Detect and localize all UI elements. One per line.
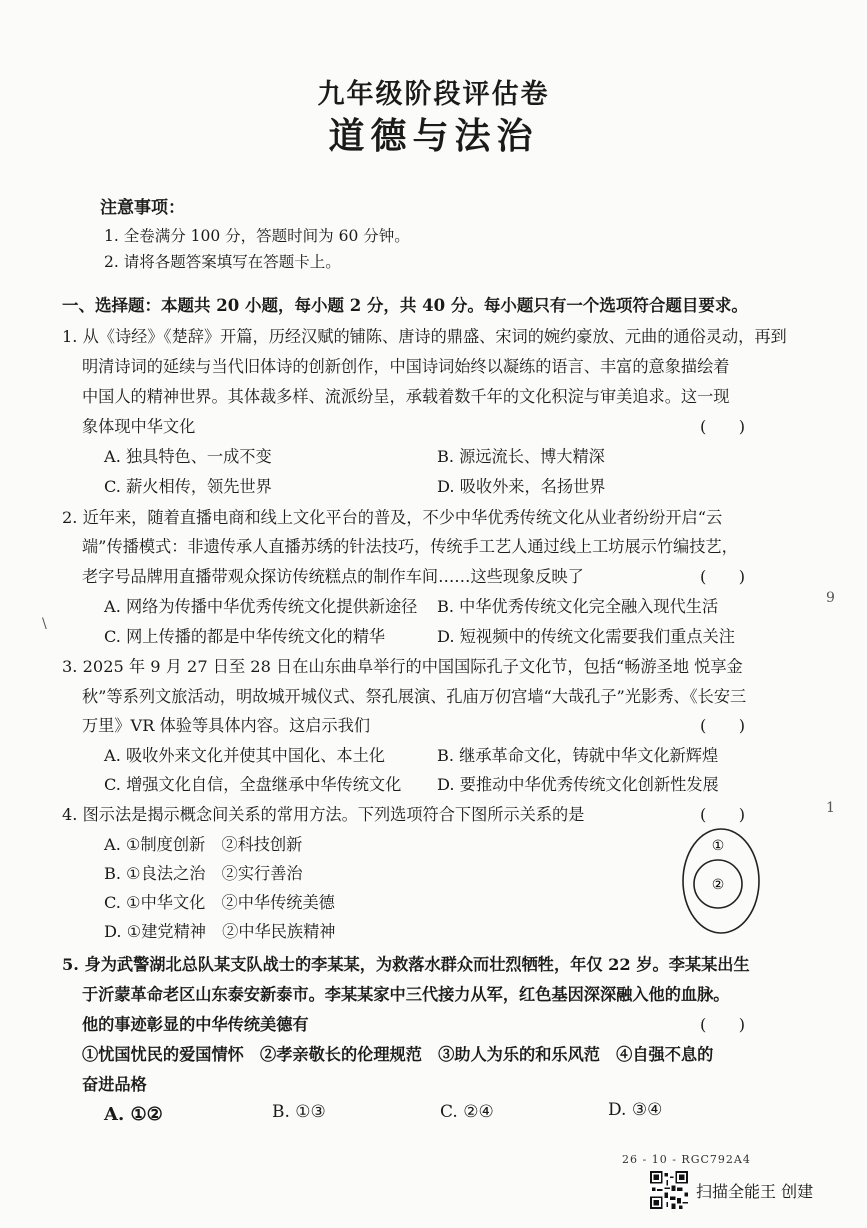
question-line: 万里》VR 体验等具体内容。这启示我们 [82,716,371,735]
notice-item: 1. 全卷满分 100 分，答题时间为 60 分钟。 [104,227,410,245]
option-b: B. ①③ [272,1102,326,1122]
option-a: A. 吸收外来文化并使其中国化、本土化 [104,746,385,765]
exam-grade-title: 九年级阶段评估卷 [317,79,550,110]
notice-heading: 注意事项： [100,198,185,218]
paper-code: 26 - 10 - RGC792A4 [622,1153,751,1166]
option-d: D. 短视频中的传统文化需要我们重点关注 [437,627,735,646]
question-line: 明清诗词的延续与当代旧体诗的创新创作，中国诗词始终以凝练的语言、丰富的意象描绘着 [82,357,730,376]
concept-diagram [680,826,762,936]
option-b: B. 继承革命文化，铸就中华文化新辉煌 [437,746,719,765]
answer-paren: ( ) [700,805,746,824]
answer-paren: ( ) [700,1015,746,1034]
question-line: 老字号品牌用直播带观众探访传统糕点的制作车间……这些现象反映了 [82,567,584,586]
question-line: 2. 近年来，随着直播电商和线上文化平台的普及，不少中华优秀传统文化从业者纷纷开启“云 [62,508,723,527]
answer-paren: ( ) [700,417,746,436]
option-a: A. 独具特色、一成不变 [104,447,272,466]
exam-subject-title: 道德与法治 [328,115,539,157]
margin-mark: 9 [826,590,835,606]
outer-label: ① [711,838,725,854]
option-b: B. 源远流长、博大精深 [437,447,605,466]
question-line: 1. 从《诗经》《楚辞》开篇，历经汉赋的铺陈、唐诗的鼎盛、宋词的婉约豪放、元曲的通俗灵动，再到 [62,327,787,346]
question-line: 中国人的精神世界。其体裁多样、流派纷呈，承载着数千年的文化积淀与审美追求。这一现 [82,387,730,406]
option-c: C. 薪火相传，领先世界 [104,477,272,496]
option-a: A. 网络为传播中华优秀传统文化提供新途径 [104,597,418,616]
option-d: D. 要推动中华优秀传统文化创新性发展 [437,775,719,794]
option-a: A. ①制度创新 ②科技创新 [104,835,303,854]
statements-line: 奋进品格 [82,1075,147,1094]
option-b: B. 中华优秀传统文化完全融入现代生活 [437,597,719,616]
option-d: D. 吸收外来，名扬世界 [437,477,606,496]
option-c: C. ①中华文化 ②中华传统美德 [104,893,335,912]
option-d: D. ③④ [608,1100,663,1120]
option-c: C. ②④ [440,1102,494,1122]
question-line: 3. 2025 年 9 月 27 日至 28 日在山东曲阜举行的中国国际孔子文化节，包括“畅游圣地 悦享金 [62,657,743,676]
qr-code-icon [650,1171,688,1209]
question-line: 5. 身为武警湖北总队某支队战士的李某某，为救落水群众而壮烈牺牲，年仅 22 岁。李某某出生 [62,955,750,974]
section-heading: 一、选择题：本题共 20 小题，每小题 2 分，共 40 分。每小题只有一个选项符合题目要求。 [62,296,748,315]
option-d: D. ①建党精神 ②中华民族精神 [104,922,336,941]
scanner-watermark [650,1170,813,1210]
question-line: 象体现中华文化 [82,417,196,436]
question-line: 端”传播模式：非遗传承人直播苏绣的针法技巧，传统手工艺人通过线上工坊展示竹编技艺， [82,537,738,556]
question-line: 他的事迹彰显的中华传统美德有 [82,1015,309,1034]
option-c: C. 网上传播的都是中华传统文化的精华 [104,627,386,646]
inner-label: ② [711,877,725,893]
option-c: C. 增强文化自信，全盘继承中华传统文化 [104,775,402,794]
question-line: 秋”等系列文旅活动，明故城开城仪式、祭孔展演、孔庙万仞宫墙“大哉孔子”光影秀、《长安三 [82,687,747,706]
notice-item: 2. 请将各题答案填写在答题卡上。 [104,253,341,271]
scanner-label: 扫描全能王 创建 [696,1181,814,1201]
question-line: 4. 图示法是揭示概念间关系的常用方法。下列选项符合下图所示关系的是 [62,805,585,824]
margin-mark: 1 [826,800,835,816]
answer-paren: ( ) [700,567,746,586]
option-a: A. ①② [104,1104,163,1125]
option-b: B. ①良法之治 ②实行善治 [104,864,303,883]
question-line: 于沂蒙革命老区山东泰安新泰市。李某某家中三代接力从军，红色基因深深融入他的血脉。 [82,985,730,1004]
statements-line: ①忧国忧民的爱国情怀 ②孝亲敬长的伦理规范 ③助人为乐的和乐风范 ④自强不息的 [82,1045,714,1064]
answer-paren: ( ) [700,716,746,735]
margin-mark: \ [42,616,47,632]
